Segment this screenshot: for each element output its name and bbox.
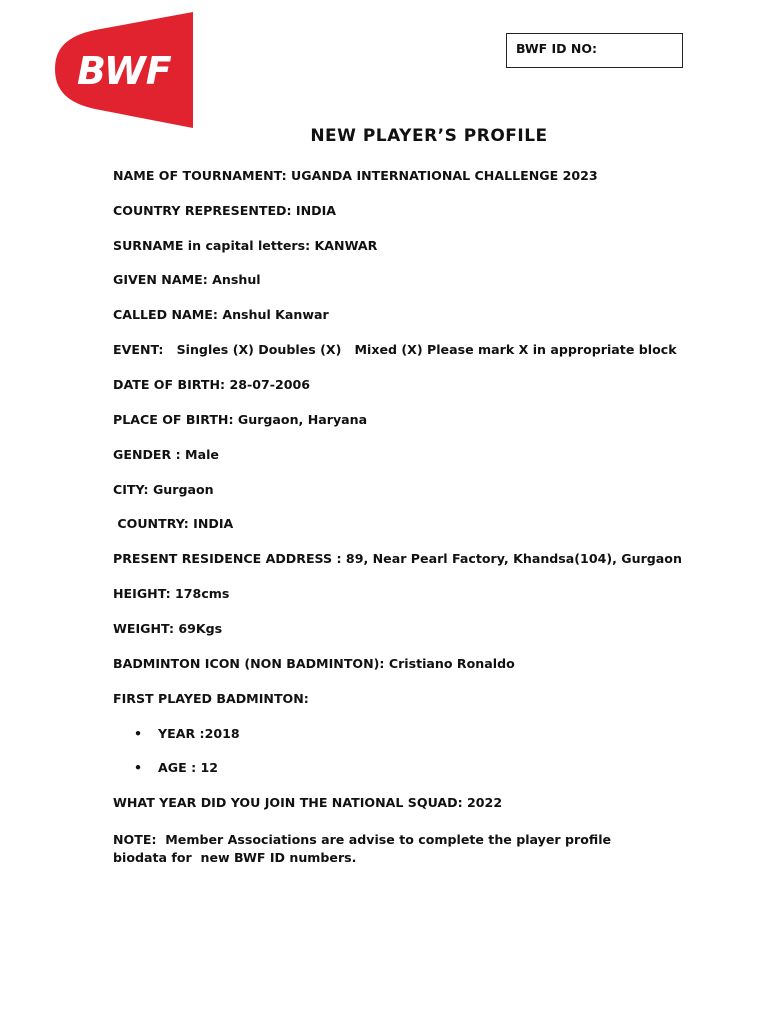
field-surname: SURNAME in capital letters: KANWAR [113, 238, 378, 253]
field-badminton-icon: BADMINTON ICON (NON BADMINTON): Cristiano Ronaldo [113, 656, 515, 671]
field-residence-address: PRESENT RESIDENCE ADDRESS : 89, Near Pearl Factory, Khandsa(104), Gurgaon [113, 551, 682, 566]
page-title: NEW PLAYER’S PROFILE [310, 126, 548, 146]
field-city: CITY: Gurgaon [113, 482, 214, 497]
field-tournament: NAME OF TOURNAMENT: UGANDA INTERNATIONAL CHALLENGE 2023 [113, 168, 598, 183]
logo-text: BWF [77, 49, 172, 93]
field-country-represented: COUNTRY REPRESENTED: INDIA [113, 203, 337, 218]
note-text: NOTE: Member Associations are advise to complete the player profile biodata for new BWF ID numbers. [113, 832, 616, 865]
field-place-of-birth: PLACE OF BIRTH: Gurgaon, Haryana [113, 412, 368, 427]
field-first-played: FIRST PLAYED BADMINTON: [113, 691, 309, 706]
field-gender: GENDER : Male [113, 447, 219, 462]
field-date-of-birth: DATE OF BIRTH: 28-07-2006 [113, 377, 311, 392]
field-called-name: CALLED NAME: Anshul Kanwar [113, 307, 329, 322]
field-height: HEIGHT: 178cms [113, 586, 230, 601]
bwf-logo [55, 12, 195, 128]
field-event: EVENT: Singles (X) Doubles (X) Mixed (X) Please mark X in appropriate block [113, 342, 677, 357]
bullet-icon: • [134, 760, 143, 775]
bwf-id-box [506, 33, 683, 68]
bwf-id-label: BWF ID NO: [516, 41, 597, 56]
field-country: COUNTRY: INDIA [113, 516, 234, 531]
field-weight: WEIGHT: 69Kgs [113, 621, 223, 636]
field-national-squad: WHAT YEAR DID YOU JOIN THE NATIONAL SQUAD: 2022 [113, 795, 503, 810]
list-item-age: • AGE : 12 [134, 760, 219, 775]
list-item-year: • YEAR :2018 [134, 726, 240, 741]
field-given-name: GIVEN NAME: Anshul [113, 272, 261, 287]
bullet-icon: • [134, 726, 143, 741]
